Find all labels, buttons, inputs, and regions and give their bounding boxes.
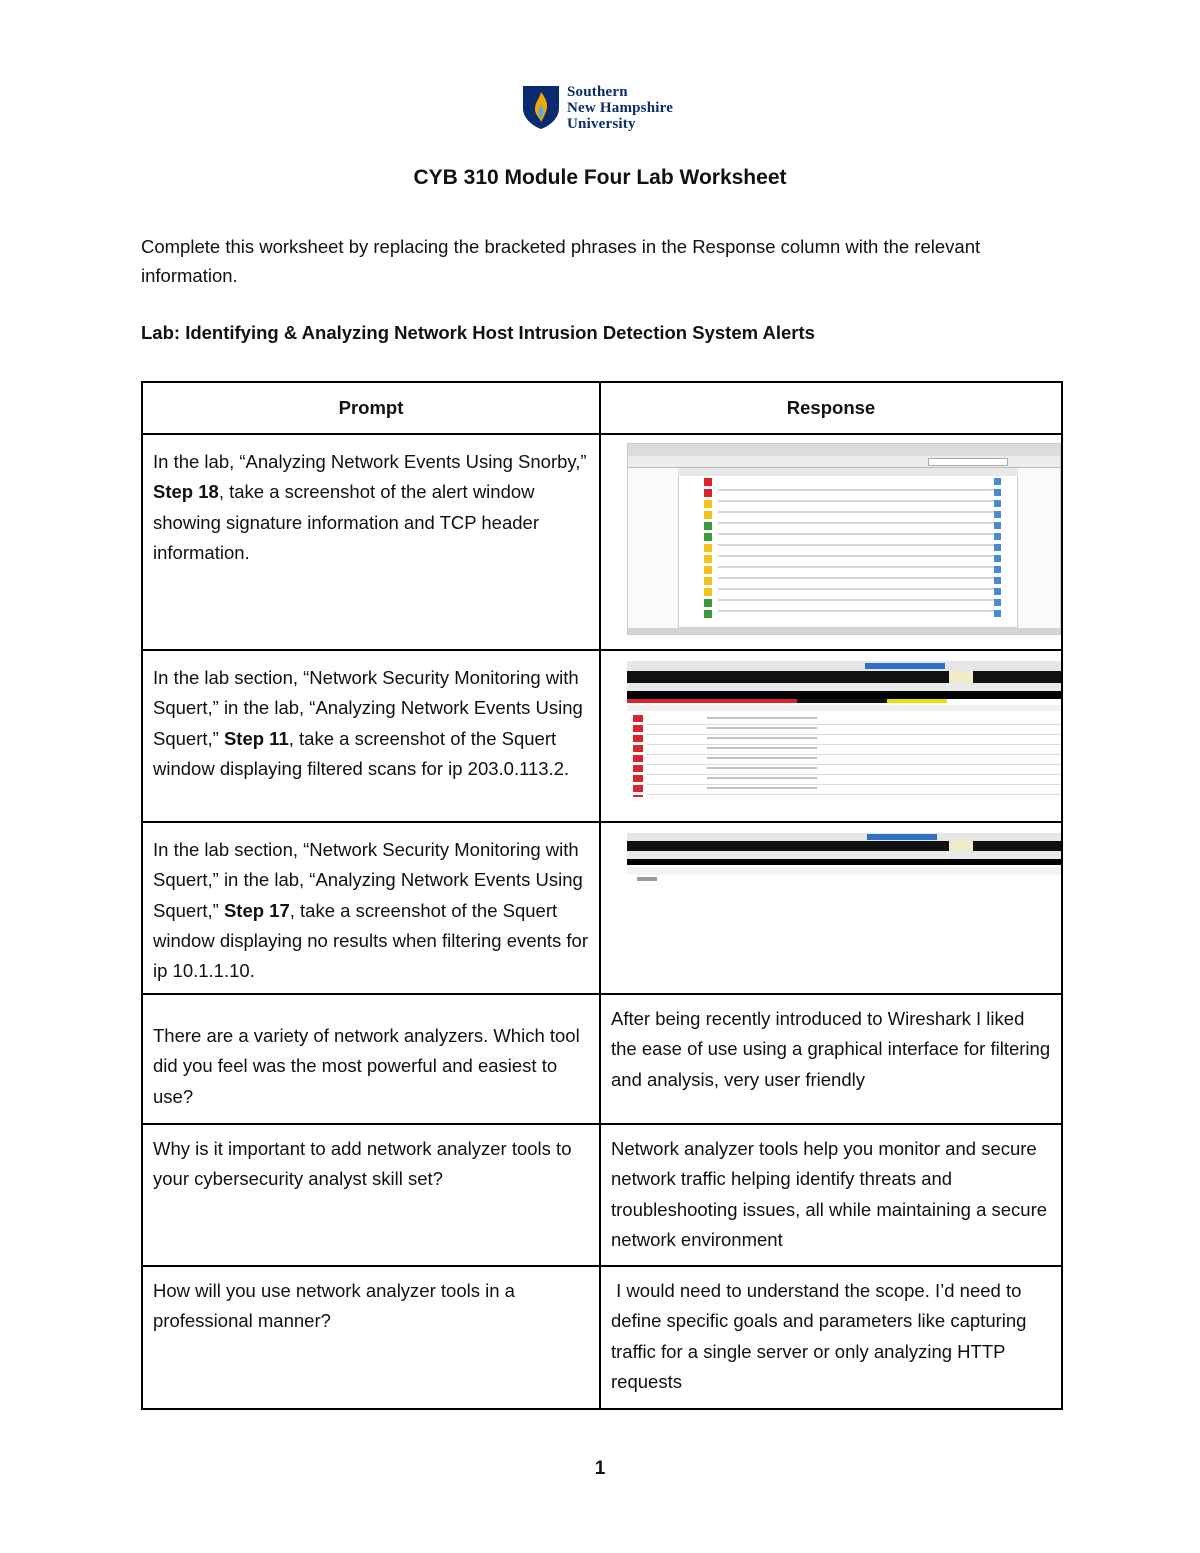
squert-no-results-screenshot — [627, 833, 1061, 887]
response-cell — [600, 822, 1062, 994]
response-text: Network analyzer tools help you monitor and secure network traffic helping identify threats and troubleshooting issues, all while maintaining a secure network environment — [611, 1138, 1048, 1250]
table-row — [142, 434, 1062, 650]
prompt-cell — [142, 650, 600, 822]
response-cell — [600, 434, 1062, 650]
prompt-text: Why is it important to add network analyzer tools to your cybersecurity analyst skill set? — [153, 1138, 572, 1190]
prompt-cell — [142, 434, 600, 650]
response-text: After being recently introduced to Wireshark I liked the ease of use using a graphical interface for filtering and analysis, very user friendly — [611, 1008, 1051, 1090]
snorby-alert-screenshot — [627, 443, 1061, 635]
page-title: CYB 310 Module Four Lab Worksheet — [413, 166, 787, 189]
intro-text: Complete this worksheet by replacing the bracketed phrases in the Response column with the relevant information. — [141, 236, 981, 286]
table-row — [142, 1266, 1062, 1409]
table-row — [142, 650, 1062, 822]
logo-line: New Hampshire — [567, 100, 674, 116]
step-label: Step 11 — [223, 727, 289, 749]
logo-line: University — [567, 116, 636, 132]
prompt-cell — [142, 1266, 600, 1409]
response-text: I would need to understand the scope. I’d need to define specific goals and parameters like capturing traffic for a single server or only analyzing HTTP requests — [611, 1280, 1032, 1392]
response-cell — [600, 994, 1062, 1124]
prompt-text: How will you use network analyzer tools in a professional manner? — [153, 1280, 515, 1332]
prompt-text: , take a screenshot of the Squert window displaying filtered scans for ip 203.0.113.2. — [153, 727, 570, 779]
squert-filtered-scans-screenshot — [627, 661, 1061, 803]
table-header-row — [142, 382, 1062, 434]
lab-heading: Lab: Identifying & Analyzing Network Host Intrusion Detection System Alerts — [141, 322, 815, 343]
shield-flame-icon — [521, 84, 561, 130]
logo-line: Southern — [567, 84, 628, 100]
prompt-column-header: Prompt — [142, 382, 600, 434]
worksheet-table — [141, 381, 1063, 1410]
prompt-cell — [142, 994, 600, 1124]
step-label: Step 18 — [153, 481, 219, 503]
page-number: 1 — [594, 1458, 606, 1479]
prompt-text: In the lab section, “Network Security Monitoring with Squert,” in the lab, “Analyzing Network Events Using Squert,” — [153, 839, 583, 921]
response-cell — [600, 1124, 1062, 1266]
prompt-text: In the lab section, “Network Security Monitoring with Squert,” in the lab, “Analyzing Network Events Using Squert,” — [153, 667, 583, 749]
prompt-text: , take a screenshot of the alert window showing signature information and TCP header information. — [153, 481, 539, 563]
response-column-header: Response — [600, 382, 1062, 434]
prompt-text: In the lab, “Analyzing Network Events Using Snorby,” — [153, 451, 587, 472]
table-row — [142, 994, 1062, 1124]
response-cell — [600, 1266, 1062, 1409]
prompt-cell — [142, 1124, 600, 1266]
university-logo — [521, 84, 673, 132]
step-label: Step 17 — [223, 899, 290, 921]
prompt-cell — [142, 822, 600, 994]
table-row — [142, 822, 1062, 994]
prompt-text: There are a variety of network analyzers. Which tool did you feel was the most powerful and easiest to use? — [153, 1025, 580, 1107]
prompt-text: , take a screenshot of the Squert window displaying no results when filtering events for ip 10.1.1.10. — [153, 899, 588, 982]
logo-wordmark — [567, 84, 673, 132]
response-cell — [600, 650, 1062, 822]
table-row — [142, 1124, 1062, 1266]
